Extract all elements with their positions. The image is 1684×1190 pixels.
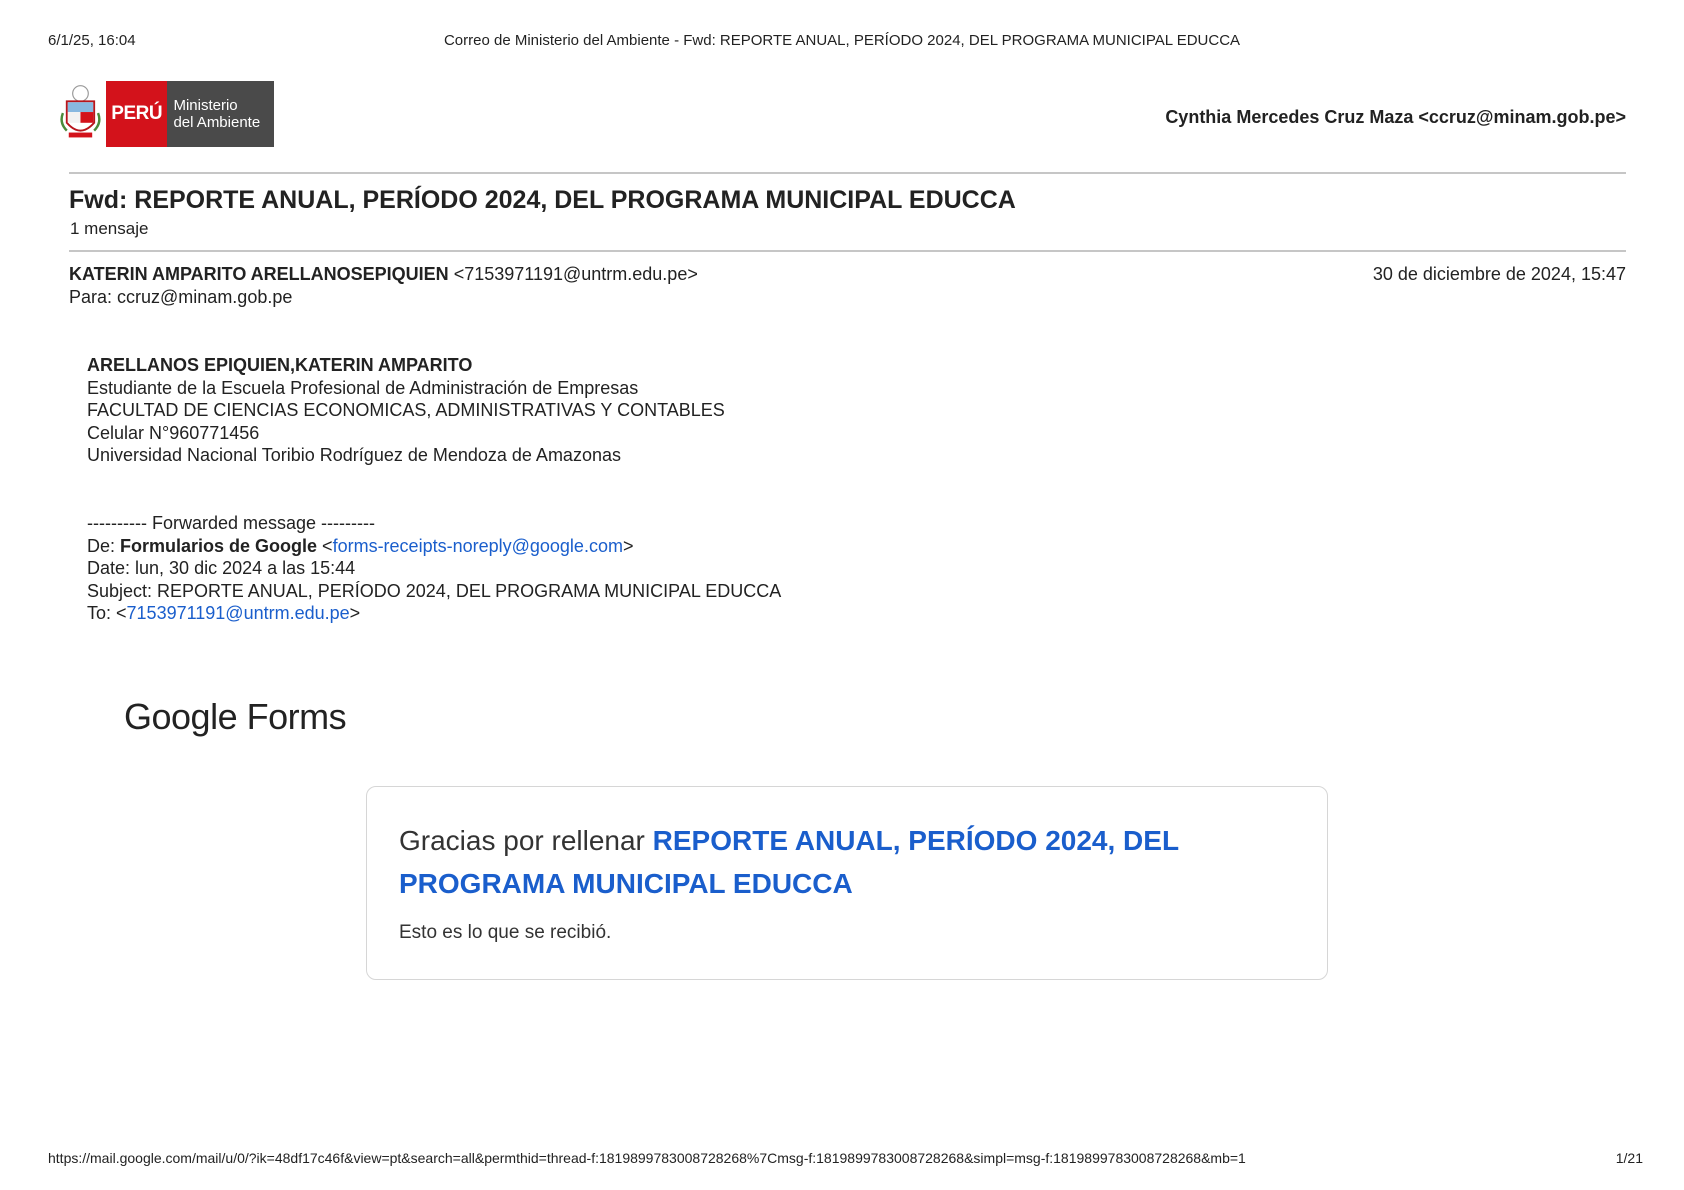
subject-divider [69, 250, 1626, 252]
forwarded-from: De: Formularios de Google <forms-receipts-noreply@google.com> [87, 535, 634, 556]
header-divider [69, 172, 1626, 174]
form-receipt-title: Gracias por rellenar REPORTE ANUAL, PERÍODO 2024, DEL PROGRAMA MUNICIPAL EDUCCA [399, 825, 1179, 899]
message-sender [69, 264, 698, 285]
print-datetime: 6/1/25, 16:04 [48, 32, 136, 49]
signature-line: Estudiante de la Escuela Profesional de Administración de Empresas [87, 377, 639, 398]
forwarded-from-email-link[interactable]: forms-receipts-noreply@google.com [332, 535, 623, 556]
print-page-number: 1/21 [1615, 1150, 1643, 1166]
ministry-line-1: Ministerio [173, 97, 238, 114]
peru-coat-of-arms-icon [59, 83, 102, 145]
forwarded-to-email-link[interactable]: 7153971191@untrm.edu.pe [126, 603, 350, 623]
signature-line: FACULTAD DE CIENCIAS ECONOMICAS, ADMINISTRATIVAS Y CONTABLES [87, 400, 725, 420]
thread-subject: Fwd: REPORTE ANUAL, PERÍODO 2024, DEL PROGRAMA MUNICIPAL EDUCCA [69, 186, 1016, 214]
message-count: 1 mensaje [70, 219, 149, 238]
email-signature [87, 354, 725, 467]
print-title: Correo de Ministerio del Ambiente - Fwd: REPORTE ANUAL, PERÍODO 2024, DEL PROGRAMA MUNICIPAL EDUCCA [443, 32, 1241, 49]
form-receipt-subtitle: Esto es lo que se recibió. [399, 922, 612, 943]
sender-email: <7153971191@untrm.edu.pe> [453, 264, 698, 284]
message-date: 30 de diciembre de 2024, 15:47 [1372, 264, 1626, 284]
signature-line: Universidad Nacional Toribio Rodríguez de Mendoza de Amazonas [87, 445, 621, 465]
signature-name: ARELLANOS EPIQUIEN,KATERIN AMPARITO [87, 355, 473, 375]
message-recipient: Para: ccruz@minam.gob.pe [69, 287, 293, 307]
forwarded-message [87, 512, 781, 625]
account-label: Cynthia Mercedes Cruz Maza <ccruz@minam.gob.pe> [1165, 107, 1626, 127]
peru-brand: PERÚ [106, 81, 168, 147]
signature-line: Celular N°960771456 [87, 422, 260, 443]
forwarded-subject: Subject: REPORTE ANUAL, PERÍODO 2024, DEL PROGRAMA MUNICIPAL EDUCCA [87, 580, 782, 601]
ministry-line-2: del Ambiente [173, 114, 261, 131]
forwarded-from-name: Formularios de Google [120, 535, 318, 556]
form-receipt-card [366, 786, 1328, 980]
google-forms-logo: Google Forms [124, 696, 347, 737]
ministry-brand [167, 81, 274, 147]
forwarded-to: To: <7153971191@untrm.edu.pe> [87, 603, 361, 623]
minam-logo [59, 80, 274, 148]
forwarded-date: Date: lun, 30 dic 2024 a las 15:44 [87, 558, 356, 578]
form-name-link[interactable]: REPORTE ANUAL, PERÍODO 2024, DEL PROGRAMA MUNICIPAL EDUCCA [399, 825, 1179, 899]
sender-name: KATERIN AMPARITO ARELLANOSEPIQUIEN [69, 264, 449, 284]
forwarded-header: ---------- Forwarded message --------- [87, 513, 375, 533]
print-url: https://mail.google.com/mail/u/0/?ik=48df17c46f&view=pt&search=all&permthid=thread-f:1819899783008728268%7Cmsg-f:1819899783008728268&simpl=msg-f:1819899783008728268&mb=1 [48, 1150, 1246, 1166]
